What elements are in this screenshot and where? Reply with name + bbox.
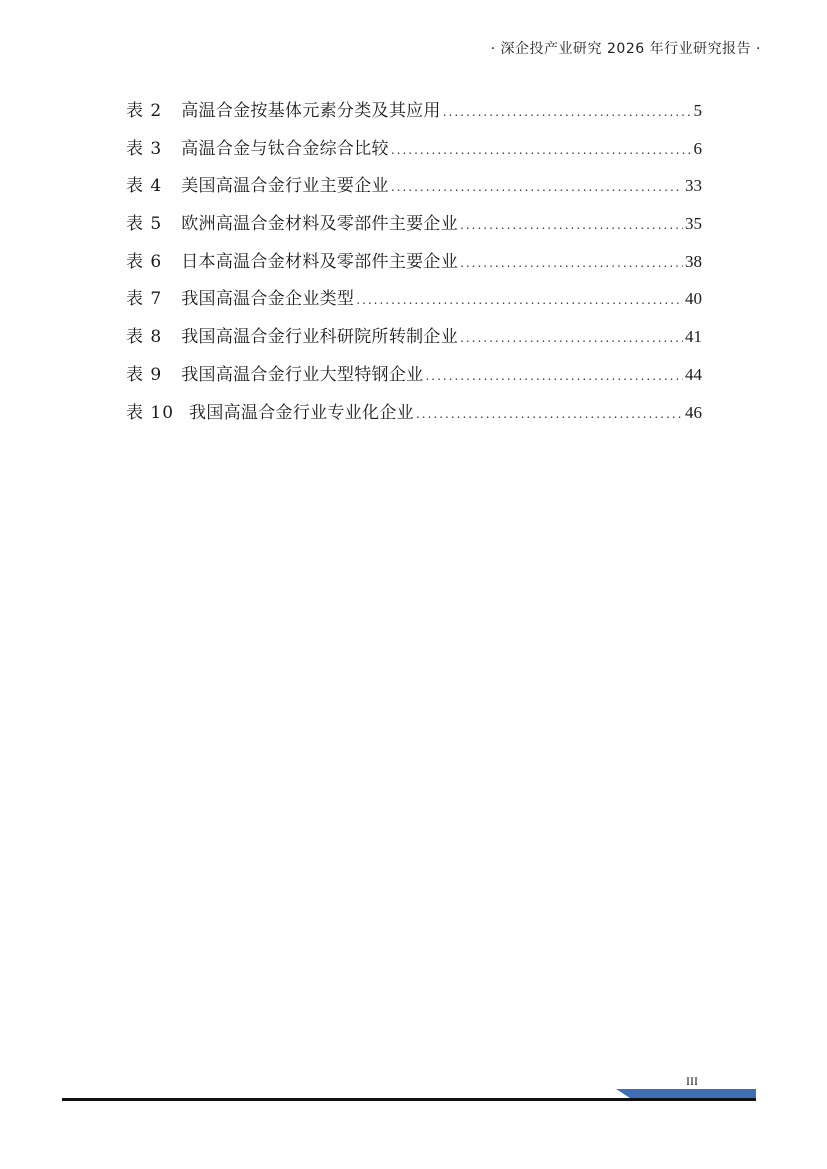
toc-entry[interactable]	[126, 211, 702, 249]
footer-line	[62, 1098, 756, 1101]
toc-entry-page: 46	[685, 402, 702, 422]
dot-leader	[460, 250, 683, 276]
toc-entry-title: 我国高温合金行业大型特钢企业	[181, 364, 424, 385]
toc-entry-title: 我国高温合金企业类型	[181, 289, 355, 310]
toc-entry[interactable]	[126, 362, 702, 400]
running-header: · 深企投产业研究 2026 年行业研究报告 ·	[490, 41, 761, 57]
toc-entry-title: 欧洲高温合金材料及零部件主要企业	[181, 214, 459, 235]
toc-entry-number: 表 7	[126, 289, 163, 310]
toc-entry-page: 35	[685, 214, 702, 234]
toc-entry-number: 表 8	[126, 327, 163, 348]
dot-leader	[460, 325, 683, 351]
toc-entry-number: 表 4	[126, 176, 163, 197]
toc-entry-number: 表 10	[126, 402, 175, 423]
footer-rule	[62, 1095, 756, 1101]
toc-entry-title: 美国高温合金行业主要企业	[181, 176, 389, 197]
toc-entry[interactable]	[126, 136, 702, 174]
toc-entry-page: 6	[693, 138, 702, 158]
toc-entry-number: 表 2	[126, 101, 163, 121]
toc-entry[interactable]	[126, 286, 702, 324]
footer-accent-tab	[616, 1089, 756, 1098]
dot-leader	[443, 99, 692, 125]
toc-entry-page: 41	[685, 327, 702, 347]
toc-entry-number: 表 3	[126, 138, 163, 159]
page-number: III	[686, 1074, 698, 1088]
dot-leader	[460, 212, 683, 238]
toc-entry[interactable]	[126, 324, 702, 362]
toc-entry-page: 5	[693, 101, 702, 120]
toc-entry-number: 表 5	[126, 214, 163, 235]
toc-entry[interactable]	[126, 249, 702, 287]
toc-entry-title: 日本高温合金材料及零部件主要企业	[181, 251, 459, 272]
toc-entry-title: 高温合金与钛合金综合比较	[181, 138, 389, 159]
dot-leader	[356, 287, 683, 313]
toc-entry-number: 表 6	[126, 251, 163, 272]
toc-entry-page: 40	[685, 289, 702, 309]
toc-entry-number: 表 9	[126, 364, 163, 385]
toc-entry-page: 33	[685, 176, 702, 196]
toc-entry[interactable]	[126, 400, 702, 438]
dot-leader	[391, 137, 692, 163]
toc-entry-page: 38	[685, 251, 702, 271]
toc-entry-title: 我国高温合金行业专业化企业	[189, 402, 414, 423]
toc-entry-title: 高温合金按基体元素分类及其应用	[181, 101, 441, 121]
dot-leader	[425, 363, 683, 389]
dot-leader	[391, 174, 683, 200]
table-of-tables	[126, 98, 702, 437]
toc-entry-page: 44	[685, 364, 702, 384]
dot-leader	[416, 401, 683, 427]
toc-entry[interactable]	[126, 173, 702, 211]
toc-entry-title: 我国高温合金行业科研院所转制企业	[181, 327, 459, 348]
toc-entry[interactable]	[126, 98, 702, 136]
